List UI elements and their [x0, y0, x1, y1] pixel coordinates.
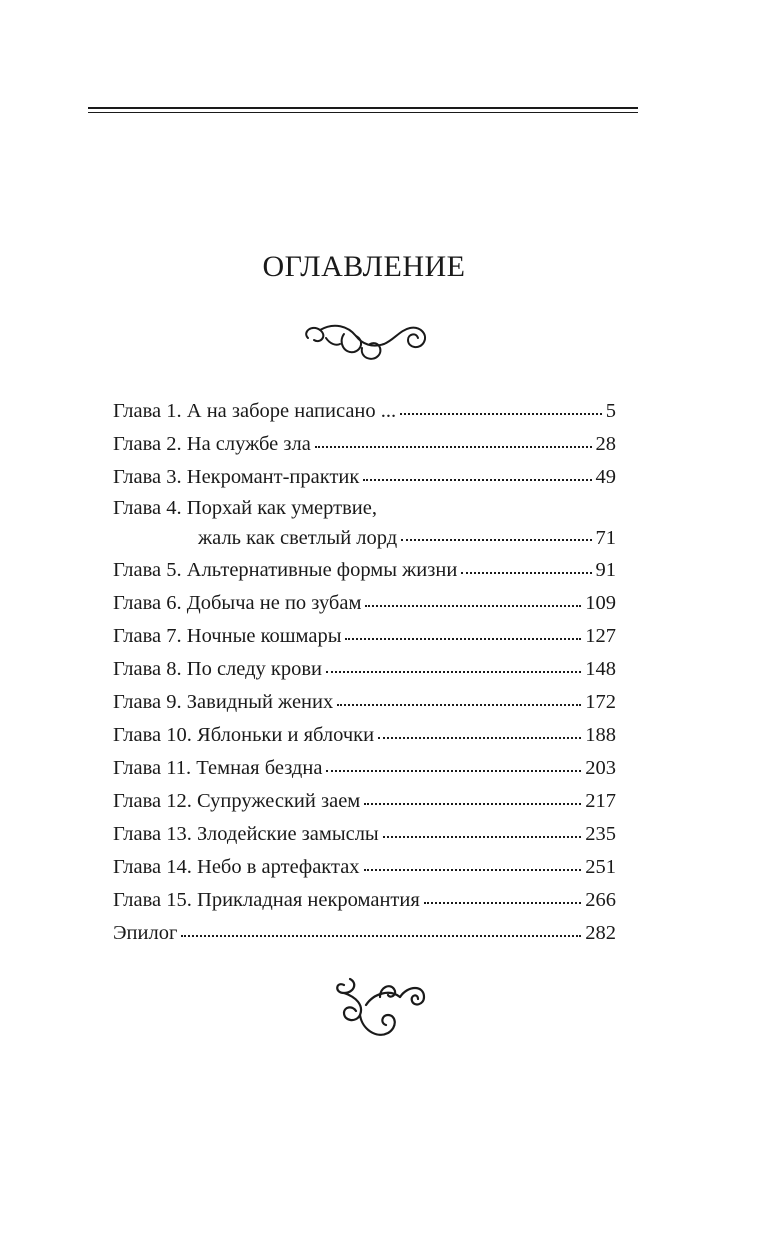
toc-entry-title: Глава 14. Небо в артефактах — [113, 856, 360, 878]
toc-entry[interactable] — [113, 461, 616, 494]
toc-entry-page: 127 — [585, 625, 616, 647]
toc-leader-dots — [345, 638, 581, 640]
toc-entry-page: 28 — [595, 433, 616, 455]
toc-leader-dots — [363, 479, 591, 481]
toc-entry-page: 235 — [585, 823, 616, 845]
toc-entry[interactable] — [113, 554, 616, 587]
toc-entry-title: Глава 2. На службе зла — [113, 433, 311, 455]
toc-entry[interactable] — [113, 494, 616, 554]
toc-entry-page: 217 — [585, 790, 616, 812]
table-of-contents — [113, 395, 616, 950]
toc-entry-page: 109 — [585, 592, 616, 614]
header-rule-thick — [88, 107, 638, 109]
toc-entry-page: 282 — [585, 922, 616, 944]
toc-entry[interactable] — [113, 686, 616, 719]
toc-entry[interactable] — [113, 428, 616, 461]
toc-entry-page: 5 — [605, 400, 616, 422]
toc-leader-dots — [383, 836, 582, 838]
toc-entry-page: 203 — [585, 757, 616, 779]
toc-leader-dots — [378, 737, 581, 739]
toc-entry-page: 172 — [585, 691, 616, 713]
toc-entry-page: 49 — [595, 466, 616, 488]
toc-leader-dots — [337, 704, 581, 706]
toc-entry-title: Глава 12. Супружеский заем — [113, 790, 361, 812]
toc-entry[interactable] — [113, 785, 616, 818]
toc-leader-dots — [364, 869, 582, 871]
toc-entry-page: 71 — [595, 527, 616, 549]
toc-entry-page: 148 — [585, 658, 616, 680]
toc-entry-title: Глава 4. Порхай как умертвие, — [113, 497, 377, 519]
page-title: ОГЛАВЛЕНИЕ — [262, 250, 466, 283]
toc-entry[interactable] — [113, 653, 616, 686]
toc-leader-dots — [326, 770, 581, 772]
toc-entry-page: 91 — [595, 559, 616, 581]
toc-entry[interactable] — [113, 851, 616, 884]
toc-entry-page: 251 — [585, 856, 616, 878]
toc-entry-title: Глава 6. Добыча не по зубам — [113, 592, 362, 614]
toc-entry-title: Глава 11. Темная бездна — [113, 757, 323, 779]
toc-leader-dots — [365, 605, 581, 607]
toc-leader-dots — [424, 902, 581, 904]
toc-entry-title: Глава 1. А на заборе написано ... — [113, 400, 397, 422]
toc-entry-title: Глава 7. Ночные кошмары — [113, 625, 342, 647]
toc-leader-dots — [400, 413, 602, 415]
toc-leader-dots — [364, 803, 581, 805]
header-double-rule — [88, 107, 638, 114]
toc-entry[interactable] — [113, 752, 616, 785]
toc-entry-title: Глава 15. Прикладная некромантия — [113, 889, 420, 911]
toc-leader-dots — [315, 446, 592, 448]
toc-entry-page: 266 — [585, 889, 616, 911]
flourish-icon — [330, 975, 430, 1045]
toc-entry-title: Глава 3. Некромант-практик — [113, 466, 360, 488]
header-rule-thin — [88, 112, 638, 113]
toc-entry-page: 188 — [585, 724, 616, 746]
toc-entry-title: Глава 9. Завидный жених — [113, 691, 334, 713]
toc-entry[interactable] — [113, 620, 616, 653]
toc-leader-dots — [461, 572, 591, 574]
toc-entry-title: Эпилог — [113, 922, 178, 944]
toc-entry[interactable] — [113, 818, 616, 851]
toc-entry[interactable] — [113, 884, 616, 917]
toc-entry-title: Глава 5. Альтернативные формы жизни — [113, 559, 458, 581]
toc-entry-title: Глава 13. Злодейские замыслы — [113, 823, 379, 845]
toc-entry[interactable] — [113, 587, 616, 620]
toc-entry-title-continued: жаль как светлый лорд — [198, 527, 398, 549]
toc-leader-dots — [181, 935, 581, 937]
toc-entry[interactable] — [113, 917, 616, 950]
toc-entry[interactable] — [113, 719, 616, 752]
toc-entry[interactable] — [113, 395, 616, 428]
toc-leader-dots — [326, 671, 581, 673]
flourish-icon — [300, 318, 430, 362]
toc-leader-dots — [401, 539, 591, 541]
toc-entry-title: Глава 10. Яблоньки и яблочки — [113, 724, 375, 746]
toc-entry-title: Глава 8. По следу крови — [113, 658, 323, 680]
